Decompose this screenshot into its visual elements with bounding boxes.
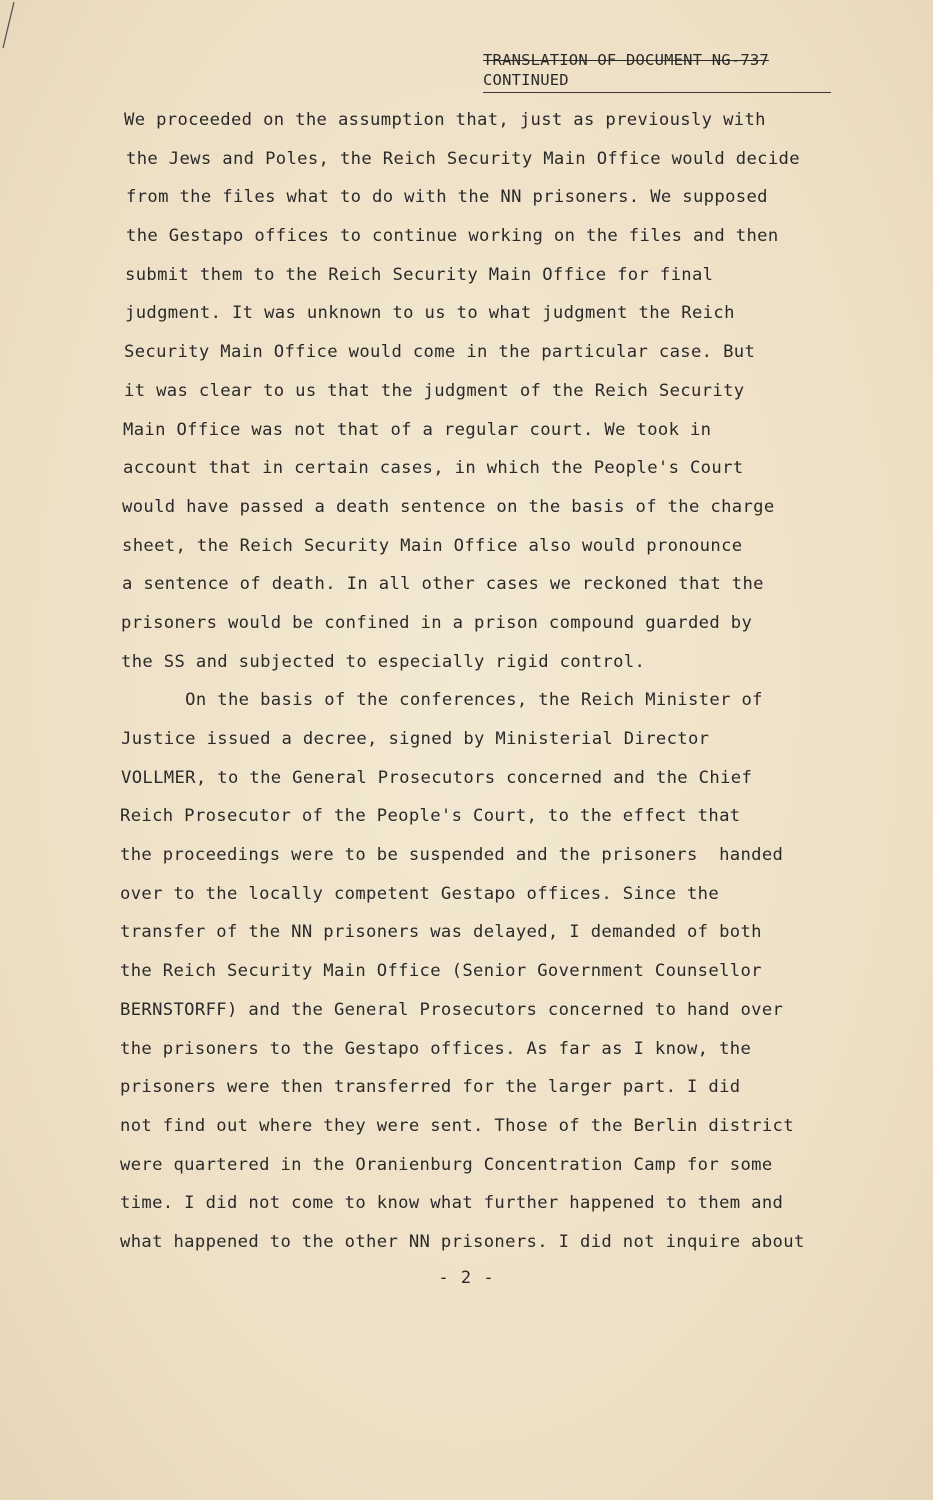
text-line: transfer of the NN prisoners was delayed, I demanded of both [120, 922, 762, 943]
text-line: would have passed a death sentence on the basis of the charge [122, 496, 775, 517]
text-line: the prisoners to the Gestapo offices. As far as I know, the [120, 1038, 752, 1059]
text-line: a sentence of death. In all other cases we reckoned that the [122, 574, 764, 595]
text-line: not find out where they were sent. Those of the Berlin district [120, 1115, 794, 1136]
text-line: Reich Prosecutor of the People's Court, to the effect that [120, 806, 741, 827]
text-line: VOLLMER, to the General Prosecutors concerned and the Chief [121, 767, 753, 788]
text-line: the Reich Security Main Office (Senior Government Counsellor [120, 961, 762, 982]
text-line: account that in certain cases, in which the People's Court [123, 458, 744, 479]
text-line: the Gestapo offices to continue working on the files and then [126, 226, 779, 247]
document-header [483, 50, 833, 90]
text-line: from the files what to do with the NN prisoners. We supposed [126, 187, 768, 208]
text-line: submit them to the Reich Security Main Office for final [125, 264, 714, 285]
header-underline [483, 92, 831, 93]
text-line: over to the locally competent Gestapo offices. Since the [120, 883, 720, 904]
pencil-mark [0, 0, 30, 60]
text-line: prisoners were then transferred for the larger part. I did [120, 1077, 741, 1098]
text-line: prisoners would be confined in a prison compound guarded by [121, 612, 753, 633]
text-line: Justice issued a decree, signed by Ministerial Director [121, 729, 710, 749]
body-text [120, 101, 865, 1262]
text-line: BERNSTORFF) and the General Prosecutors concerned to hand over [120, 999, 784, 1020]
text-line: sheet, the Reich Security Main Office also would pronounce [122, 535, 743, 556]
text-line: what happened to the other NN prisoners. I did not inquire about [120, 1231, 805, 1252]
text-line: the SS and subjected to especially rigid control. [121, 651, 646, 672]
text-line: the proceedings were to be suspended and the prisoners handed [120, 845, 784, 866]
header-continued: CONTINUED [483, 71, 569, 89]
text-line: the Jews and Poles, the Reich Security Main Office would decide [126, 148, 800, 169]
text-line: We proceeded on the assumption that, just as previously with [124, 110, 766, 130]
text-line: Security Main Office would come in the particular case. But [124, 342, 756, 363]
text-line: On the basis of the conferences, the Reich Minister of [121, 690, 763, 711]
text-line: it was clear to us that the judgment of the Reich Security [124, 380, 745, 401]
text-line: Main Office was not that of a regular court. We took in [123, 419, 712, 440]
text-line: were quartered in the Oranienburg Concentration Camp for some [120, 1154, 773, 1175]
text-line: judgment. It was unknown to us to what judgment the Reich [125, 303, 735, 324]
text-line: time. I did not come to know what further happened to them and [120, 1193, 784, 1214]
page-number: - 2 - [438, 1268, 495, 1288]
header-title: TRANSLATION OF DOCUMENT NG-737 [483, 51, 769, 69]
